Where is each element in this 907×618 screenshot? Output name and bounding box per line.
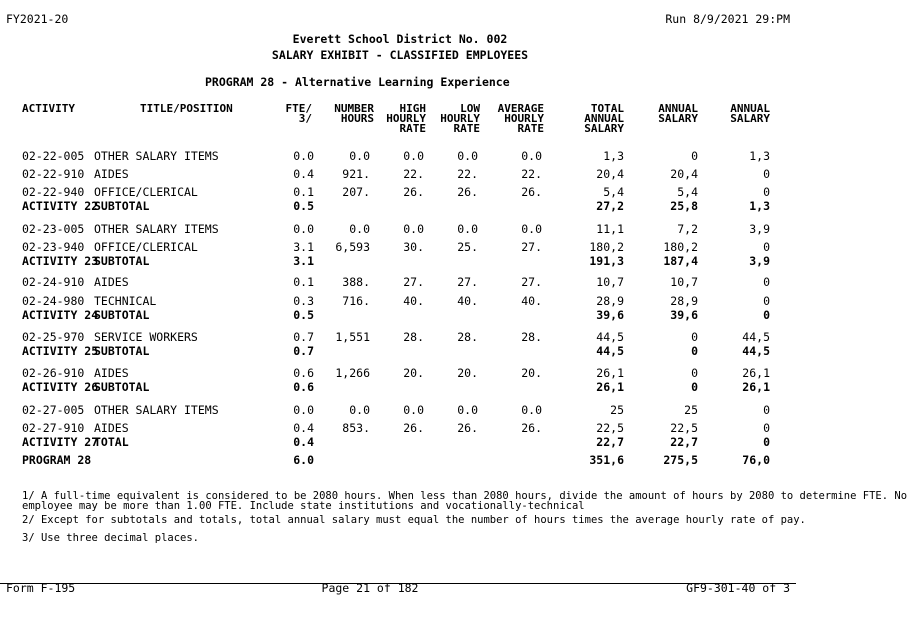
cell-annual-salary-2: 1,3	[749, 149, 770, 163]
footnote-1-continued: employee may be more than 1.00 FTE. Include state institutions and vocationally-technical	[22, 500, 585, 512]
cell-total-salary: 191,3	[589, 254, 624, 268]
cell-title: AIDES	[94, 275, 129, 289]
cell-fte: 3.1	[293, 254, 314, 268]
cell-annual-salary-1: 0	[691, 330, 698, 344]
cell-activity: 02-24-910	[22, 275, 85, 289]
cell-activity: ACTIVITY 27	[22, 435, 99, 449]
col-annual-salary-2: ANNUAL SALARY	[730, 102, 770, 125]
cell-annual-salary-2: 0	[763, 275, 770, 289]
cell-annual-salary-2: 44,5	[742, 344, 770, 358]
form-number: Form F-195	[6, 581, 76, 595]
cell-annual-salary-2: 0	[763, 308, 770, 322]
footnote-3: 3/ Use three decimal places.	[22, 532, 200, 544]
cell-annual-salary-1: 275,5	[663, 453, 698, 467]
cell-fte: 0.1	[293, 275, 314, 289]
cell-activity: 02-25-970	[22, 330, 85, 344]
cell-title: AIDES	[94, 421, 129, 435]
cell-annual-salary-2: 26,1	[742, 380, 770, 394]
cell-low-rate: 22.	[457, 167, 478, 181]
cell-annual-salary-1: 25	[684, 403, 698, 417]
cell-number-hours: 0.0	[349, 403, 370, 417]
cell-low-rate: 26.	[457, 185, 478, 199]
cell-high-rate: 40.	[403, 294, 424, 308]
cell-average-rate: 40.	[521, 294, 542, 308]
cell-average-rate: 0.0	[521, 403, 542, 417]
cell-activity: 02-26-910	[22, 366, 85, 380]
cell-activity: PROGRAM 28	[22, 453, 92, 467]
cell-total-salary: 25	[610, 403, 624, 417]
cell-annual-salary-2: 1,3	[749, 199, 770, 213]
cell-annual-salary-2: 0	[763, 403, 770, 417]
col-fte: FTE/ 3/	[285, 102, 312, 125]
run-timestamp: Run 8/9/2021 29:PM	[665, 12, 790, 26]
cell-annual-salary-2: 0	[763, 435, 770, 449]
cell-annual-salary-2: 3,9	[749, 254, 770, 268]
program-heading: PROGRAM 28 - Alternative Learning Experience	[205, 75, 510, 89]
cell-total-salary: 10,7	[596, 275, 624, 289]
cell-high-rate: 26.	[403, 421, 424, 435]
cell-low-rate: 40.	[457, 294, 478, 308]
footnote-2: 2/ Except for subtotals and totals, total annual salary must equal the number of hours times the average hourly rate of pay.	[22, 514, 806, 526]
cell-annual-salary-1: 7,2	[677, 222, 698, 236]
cell-total-salary: 39,6	[596, 308, 624, 322]
cell-annual-salary-1: 10,7	[670, 275, 698, 289]
cell-low-rate: 26.	[457, 421, 478, 435]
cell-annual-salary-1: 20,4	[670, 167, 698, 181]
cell-number-hours: 207.	[342, 185, 370, 199]
cell-activity: ACTIVITY 22	[22, 199, 99, 213]
cell-title: TOTAL	[94, 435, 129, 449]
cell-high-rate: 28.	[403, 330, 424, 344]
col-activity: ACTIVITY	[22, 102, 75, 115]
cell-activity: ACTIVITY 26	[22, 380, 99, 394]
cell-activity: ACTIVITY 24	[22, 308, 99, 322]
cell-annual-salary-1: 0	[691, 380, 698, 394]
cell-fte: 0.0	[293, 222, 314, 236]
cell-annual-salary-2: 0	[763, 240, 770, 254]
cell-average-rate: 28.	[521, 330, 542, 344]
cell-annual-salary-1: 28,9	[670, 294, 698, 308]
cell-fte: 0.6	[293, 366, 314, 380]
cell-activity: 02-23-005	[22, 222, 85, 236]
cell-total-salary: 22,7	[596, 435, 624, 449]
report-title: SALARY EXHIBIT - CLASSIFIED EMPLOYEES	[271, 48, 529, 62]
cell-activity: 02-27-910	[22, 421, 85, 435]
cell-activity: 02-22-910	[22, 167, 85, 181]
cell-annual-salary-1: 22,7	[670, 435, 698, 449]
cell-number-hours: 853.	[342, 421, 370, 435]
cell-annual-salary-2: 44,5	[742, 330, 770, 344]
cell-title: OFFICE/CLERICAL	[94, 185, 198, 199]
cell-number-hours: 388.	[342, 275, 370, 289]
cell-average-rate: 22.	[521, 167, 542, 181]
cell-fte: 0.5	[293, 199, 314, 213]
cell-annual-salary-2: 76,0	[742, 453, 770, 467]
cell-low-rate: 27.	[457, 275, 478, 289]
cell-fte: 0.4	[293, 435, 314, 449]
cell-number-hours: 0.0	[349, 222, 370, 236]
cell-fte: 0.7	[293, 330, 314, 344]
cell-total-salary: 11,1	[596, 222, 624, 236]
cell-annual-salary-1: 25,8	[670, 199, 698, 213]
cell-average-rate: 0.0	[521, 222, 542, 236]
col-number-hours: NUMBER HOURS	[334, 102, 374, 125]
cell-title: SUBTOTAL	[94, 344, 150, 358]
cell-title: AIDES	[94, 366, 129, 380]
cell-activity: ACTIVITY 23	[22, 254, 99, 268]
cell-number-hours: 0.0	[349, 149, 370, 163]
cell-title: AIDES	[94, 167, 129, 181]
cell-annual-salary-1: 5,4	[677, 185, 698, 199]
cell-title: SUBTOTAL	[94, 254, 150, 268]
form-code: GF9-301-40 of 3	[686, 581, 790, 595]
cell-annual-salary-2: 0	[763, 185, 770, 199]
cell-total-salary: 26,1	[596, 380, 624, 394]
cell-activity: 02-24-980	[22, 294, 85, 308]
cell-low-rate: 0.0	[457, 222, 478, 236]
cell-fte: 0.0	[293, 149, 314, 163]
cell-average-rate: 27.	[521, 275, 542, 289]
cell-fte: 3.1	[293, 240, 314, 254]
cell-annual-salary-1: 180,2	[663, 240, 698, 254]
cell-total-salary: 27,2	[596, 199, 624, 213]
cell-total-salary: 180,2	[589, 240, 624, 254]
cell-total-salary: 44,5	[596, 330, 624, 344]
cell-title: OTHER SALARY ITEMS	[94, 222, 219, 236]
col-title: TITLE/POSITION	[140, 102, 233, 115]
cell-annual-salary-2: 0	[763, 294, 770, 308]
col-average-rate: AVERAGE HOURLY RATE	[497, 102, 544, 135]
district-name: Everett School District No. 002	[292, 32, 508, 46]
cell-number-hours: 1,551	[335, 330, 370, 344]
cell-annual-salary-2: 26,1	[742, 366, 770, 380]
cell-high-rate: 27.	[403, 275, 424, 289]
cell-low-rate: 28.	[457, 330, 478, 344]
cell-total-salary: 22,5	[596, 421, 624, 435]
cell-fte: 0.4	[293, 421, 314, 435]
cell-fte: 6.0	[293, 453, 314, 467]
cell-annual-salary-1: 22,5	[670, 421, 698, 435]
footnote-1: 1/ A full-time equivalent is considered to be 2080 hours. When less than 2080 hours, divide the amount of hours by 2080 to determine FTE. No	[22, 490, 907, 502]
cell-high-rate: 22.	[403, 167, 424, 181]
cell-annual-salary-2: 3,9	[749, 222, 770, 236]
cell-activity: ACTIVITY 25	[22, 344, 99, 358]
cell-average-rate: 26.	[521, 185, 542, 199]
cell-activity: 02-23-940	[22, 240, 85, 254]
cell-number-hours: 1,266	[335, 366, 370, 380]
cell-number-hours: 921.	[342, 167, 370, 181]
col-low-rate: LOW HOURLY RATE	[440, 102, 480, 135]
cell-low-rate: 20.	[457, 366, 478, 380]
cell-fte: 0.4	[293, 167, 314, 181]
cell-fte: 0.1	[293, 185, 314, 199]
cell-high-rate: 0.0	[403, 222, 424, 236]
cell-activity: 02-22-005	[22, 149, 85, 163]
cell-annual-salary-2: 0	[763, 421, 770, 435]
cell-fte: 0.5	[293, 308, 314, 322]
cell-fte: 0.6	[293, 380, 314, 394]
cell-title: TECHNICAL	[94, 294, 157, 308]
cell-low-rate: 0.0	[457, 403, 478, 417]
col-annual-salary-1: ANNUAL SALARY	[658, 102, 698, 125]
cell-annual-salary-1: 0	[691, 366, 698, 380]
col-total-salary: TOTAL ANNUAL SALARY	[584, 102, 624, 135]
cell-annual-salary-1: 187,4	[663, 254, 698, 268]
cell-activity: 02-27-005	[22, 403, 85, 417]
cell-title: SUBTOTAL	[94, 380, 150, 394]
cell-title: SUBTOTAL	[94, 199, 150, 213]
cell-fte: 0.3	[293, 294, 314, 308]
cell-fte: 0.0	[293, 403, 314, 417]
cell-title: OFFICE/CLERICAL	[94, 240, 198, 254]
cell-annual-salary-2: 0	[763, 167, 770, 181]
cell-number-hours: 716.	[342, 294, 370, 308]
cell-high-rate: 26.	[403, 185, 424, 199]
cell-total-salary: 5,4	[603, 185, 624, 199]
cell-high-rate: 20.	[403, 366, 424, 380]
cell-high-rate: 0.0	[403, 403, 424, 417]
cell-total-salary: 351,6	[589, 453, 624, 467]
cell-number-hours: 6,593	[335, 240, 370, 254]
cell-annual-salary-1: 39,6	[670, 308, 698, 322]
cell-annual-salary-1: 0	[691, 149, 698, 163]
cell-title: OTHER SALARY ITEMS	[94, 403, 219, 417]
cell-title: SERVICE WORKERS	[94, 330, 198, 344]
cell-average-rate: 20.	[521, 366, 542, 380]
cell-total-salary: 44,5	[596, 344, 624, 358]
cell-total-salary: 1,3	[603, 149, 624, 163]
cell-high-rate: 0.0	[403, 149, 424, 163]
cell-title: SUBTOTAL	[94, 308, 150, 322]
cell-total-salary: 20,4	[596, 167, 624, 181]
cell-average-rate: 0.0	[521, 149, 542, 163]
cell-total-salary: 28,9	[596, 294, 624, 308]
cell-title: OTHER SALARY ITEMS	[94, 149, 219, 163]
cell-average-rate: 27.	[521, 240, 542, 254]
cell-high-rate: 30.	[403, 240, 424, 254]
page-number: Page 21 of 182	[321, 581, 419, 595]
cell-total-salary: 26,1	[596, 366, 624, 380]
cell-fte: 0.7	[293, 344, 314, 358]
cell-low-rate: 25.	[457, 240, 478, 254]
cell-average-rate: 26.	[521, 421, 542, 435]
col-high-rate: HIGH HOURLY RATE	[386, 102, 426, 135]
cell-annual-salary-1: 0	[691, 344, 698, 358]
cell-low-rate: 0.0	[457, 149, 478, 163]
fiscal-year: FY2021-20	[6, 12, 69, 26]
cell-activity: 02-22-940	[22, 185, 85, 199]
